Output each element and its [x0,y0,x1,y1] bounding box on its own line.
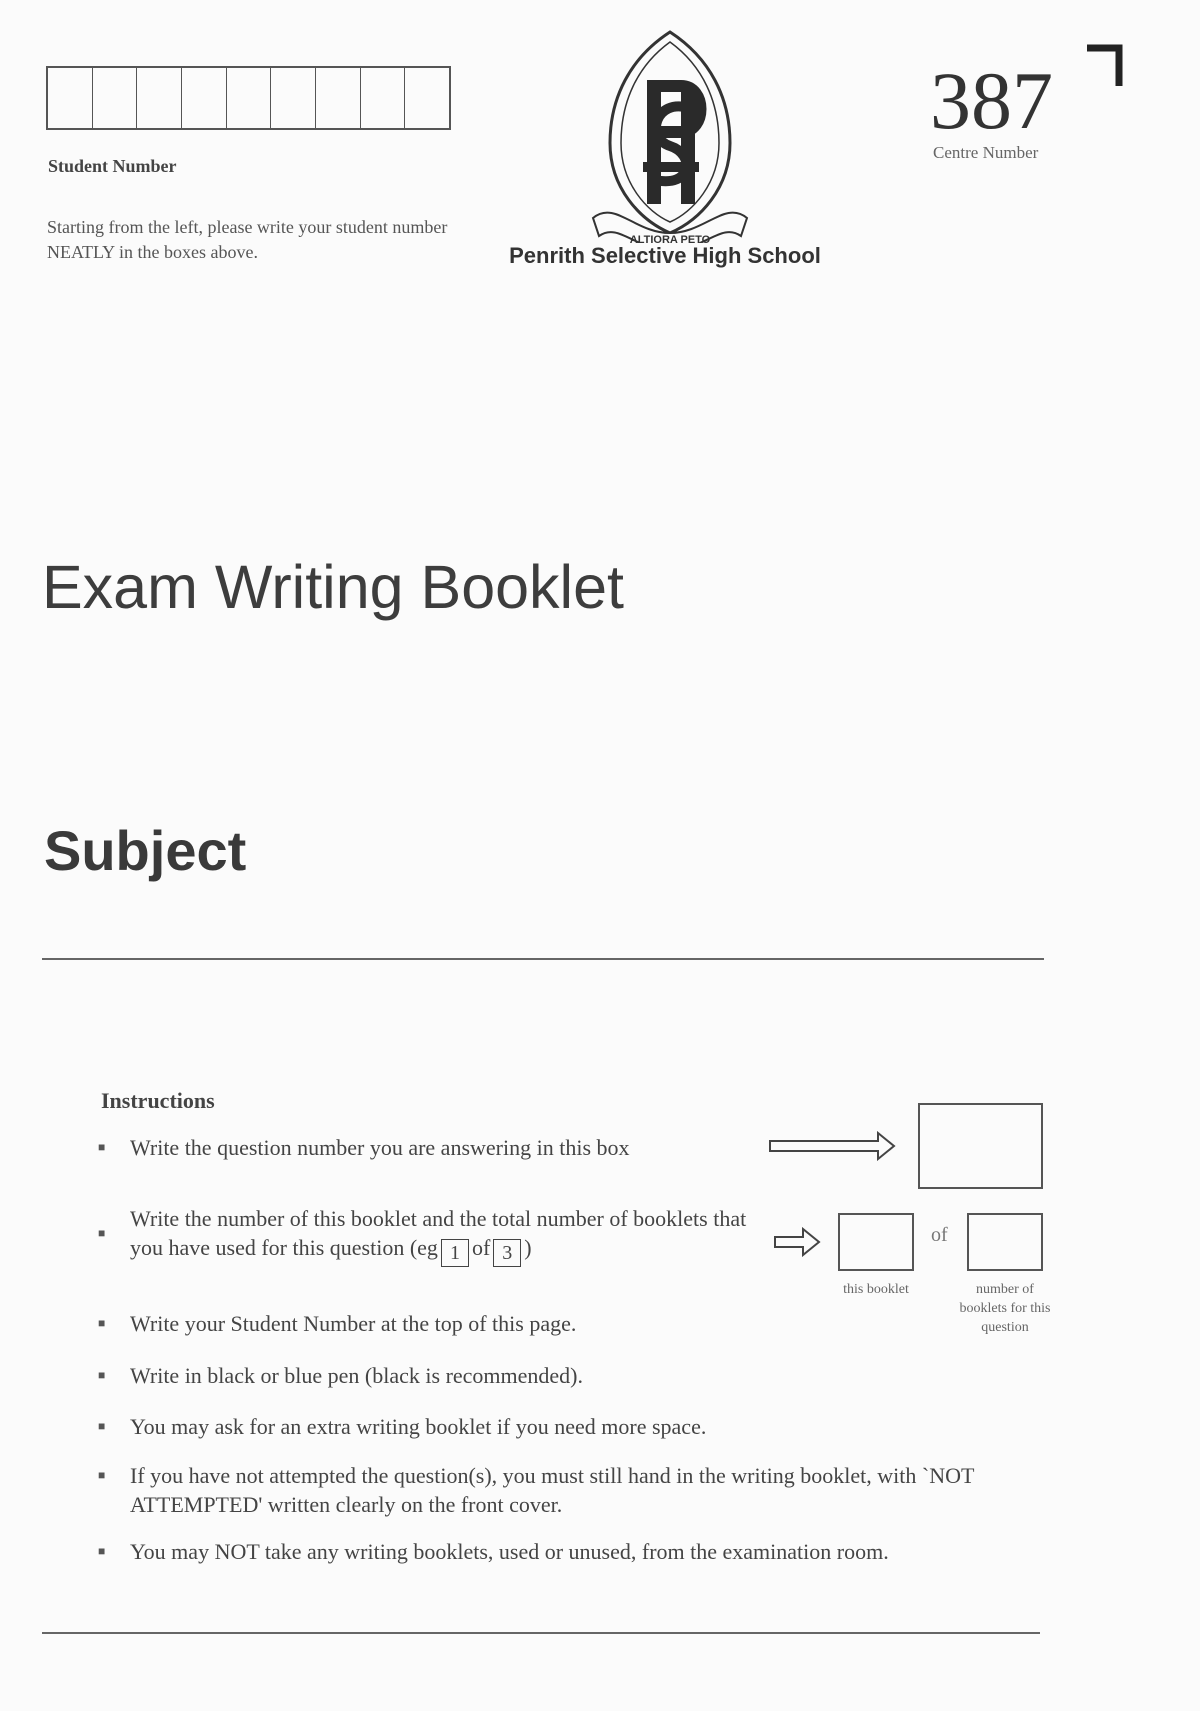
student-number-digit-box[interactable] [316,68,361,128]
this-booklet-box[interactable] [838,1213,914,1271]
this-booklet-label: this booklet [843,1282,909,1297]
of-label: of [931,1224,948,1246]
student-number-digit-box[interactable] [48,68,93,128]
student-number-boxes[interactable] [46,66,451,130]
page-title: Exam Writing Booklet [42,553,624,621]
student-number-digit-box[interactable] [361,68,406,128]
subject-label: Subject [44,819,247,882]
school-name: Penrith Selective High School [509,243,821,268]
bottom-rule [42,1632,1040,1634]
instruction-item: ■ Write your Student Number at the top of this page. [98,1311,577,1336]
example-total-booklets-box: 3 [493,1239,521,1267]
student-number-instruction: Starting from the left, please write your student number NEATLY in the boxes above. [47,217,448,262]
student-number-digit-box[interactable] [227,68,272,128]
instruction-item: ■ You may ask for an extra writing booklet if you need more space. [98,1414,707,1439]
instruction-item: ■ Write in black or blue pen (black is recommended). [98,1363,583,1388]
short-arrow-right-icon [773,1227,823,1257]
bullet-icon: ■ [98,1140,106,1154]
instructions-heading: Instructions [101,1088,215,1113]
student-number-digit-box[interactable] [137,68,182,128]
crest-motto: ALTIORA PETO [629,234,711,243]
instruction-item: ■ If you have not attempted the question(s), you must still hand in the writing booklet, with `NOT ATTEMPTED' written clearly on the front cover. [98,1463,975,1517]
bullet-icon: ■ [98,1368,106,1382]
bullet-icon: ■ [98,1544,106,1558]
example-this-booklet-box: 1 [441,1239,469,1267]
school-crest-icon [585,28,755,243]
instruction-item: ■ Write the number of this booklet and the total number of booklets that you have used for this question (eg 1 of 3 ) [98,1204,758,1267]
bullet-icon: ■ [98,1419,106,1433]
instruction-item: ■ You may NOT take any writing booklets, used or unused, from the examination room. [98,1539,889,1564]
student-number-digit-box[interactable] [93,68,138,128]
student-number-digit-box[interactable] [271,68,316,128]
student-number-label: Student Number [48,156,177,176]
student-number-digit-box[interactable] [182,68,227,128]
bullet-icon: ■ [98,1226,106,1240]
corner-registration-mark-icon [1085,44,1125,86]
instruction-item: ■ Write the question number you are answering in this box [98,1135,630,1160]
student-number-digit-box[interactable] [405,68,449,128]
bullet-icon: ■ [98,1316,106,1330]
total-booklets-label: number of booklets for this question [959,1282,1051,1335]
centre-number-label: Centre Number [933,143,1039,162]
subject-write-line[interactable] [42,958,1044,960]
long-arrow-right-icon [768,1131,898,1161]
centre-number: 387 [930,55,1053,146]
total-booklets-box[interactable] [967,1213,1043,1271]
bullet-icon: ■ [98,1468,106,1482]
question-number-box[interactable] [918,1103,1043,1189]
